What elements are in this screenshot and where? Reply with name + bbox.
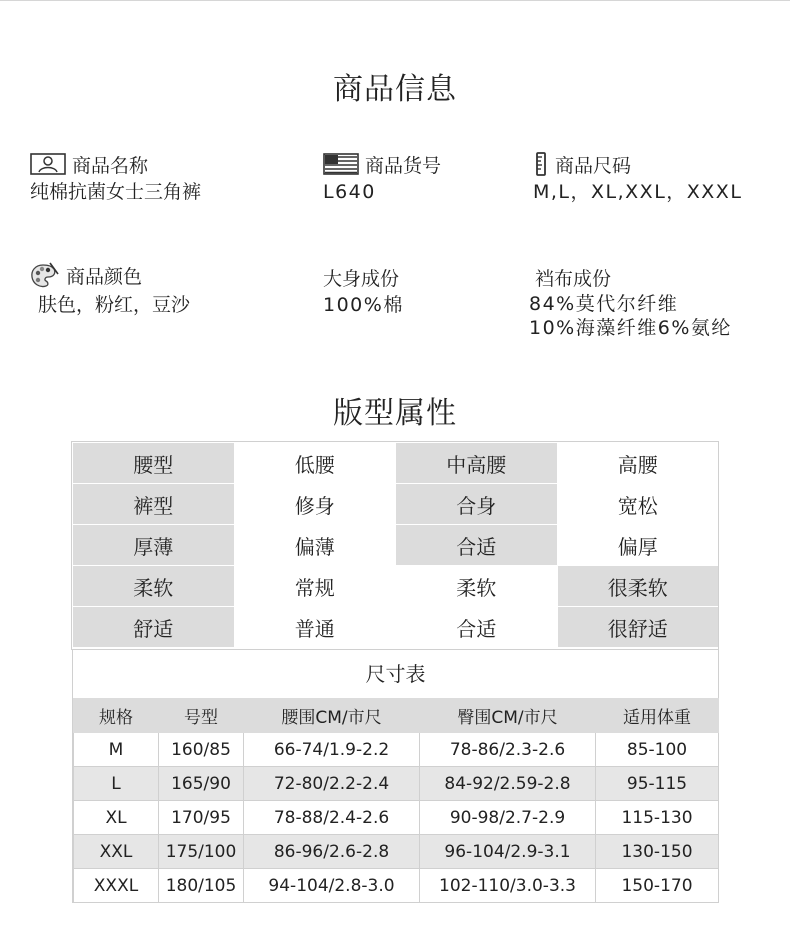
fit-option-selected: 合适	[396, 525, 558, 566]
table-row	[74, 869, 719, 903]
fit-option-selected: 合身	[396, 484, 558, 525]
table-cell: 78-86/2.3-2.6	[420, 733, 596, 767]
product-colors-block	[30, 262, 190, 318]
table-cell: XL	[74, 801, 159, 835]
fit-option: 偏厚	[557, 525, 719, 566]
product-name-block	[30, 151, 201, 205]
fit-attribute-label: 柔软	[73, 566, 235, 607]
person-card-icon	[30, 153, 66, 175]
product-sizes-block	[533, 151, 742, 205]
table-cell: 86-96/2.6-2.8	[244, 835, 420, 869]
table-row	[74, 733, 719, 767]
fit-attribute-row	[73, 566, 719, 607]
table-cell: XXL	[74, 835, 159, 869]
product-colors-value: 肤色，粉红，豆沙	[38, 294, 191, 316]
table-cell: 150-170	[596, 869, 719, 903]
table-cell: 72-80/2.2-2.4	[244, 767, 420, 801]
table-cell: 66-74/1.9-2.2	[244, 733, 420, 767]
product-name-label: 商品名称	[72, 154, 149, 177]
table-cell: 84-92/2.59-2.8	[420, 767, 596, 801]
table-cell: 102-110/3.0-3.3	[420, 869, 596, 903]
fit-option-selected: 很柔软	[557, 566, 719, 607]
table-row	[74, 835, 719, 869]
crotch-material-block	[529, 264, 732, 340]
product-sku-value: L640	[323, 181, 376, 203]
palette-icon	[30, 261, 60, 289]
fit-attribute-row	[73, 484, 719, 525]
fit-option: 柔软	[396, 566, 558, 607]
product-info-title: 商品信息	[333, 72, 457, 107]
fit-option: 偏薄	[234, 525, 396, 566]
fit-option: 宽松	[557, 484, 719, 525]
fit-attribute-label: 厚薄	[73, 525, 235, 566]
top-divider	[0, 0, 790, 1]
crotch-material-line2: 10%海藻纤维6%氨纶	[529, 317, 732, 339]
product-sku-block	[323, 151, 441, 205]
table-cell: XXXL	[74, 869, 159, 903]
body-material-block	[323, 264, 404, 318]
table-row	[74, 801, 719, 835]
table-row	[74, 767, 719, 801]
size-chart-title: 尺寸表	[365, 662, 426, 686]
product-colors-label: 商品颜色	[66, 265, 143, 288]
size-chart-header: 臀围CM/市尺	[420, 699, 596, 733]
product-sku-label: 商品货号	[365, 154, 442, 177]
table-cell: 94-104/2.8-3.0	[244, 869, 420, 903]
table-cell: 90-98/2.7-2.9	[420, 801, 596, 835]
body-material-label: 大身成份	[323, 267, 400, 290]
table-cell: 95-115	[596, 767, 719, 801]
fit-attribute-label: 裤型	[73, 484, 235, 525]
product-name-value: 纯棉抗菌女士三角裤	[30, 181, 202, 203]
table-cell: 78-88/2.4-2.6	[244, 801, 420, 835]
fit-option: 低腰	[234, 443, 396, 484]
body-material-value: 100%棉	[323, 294, 404, 316]
fit-attribute-label: 舒适	[73, 607, 235, 648]
table-cell: 160/85	[159, 733, 244, 767]
fit-option-selected: 很舒适	[557, 607, 719, 648]
fit-attribute-label: 腰型	[73, 443, 235, 484]
size-chart-table	[73, 698, 719, 903]
fit-attributes-title: 版型属性	[333, 396, 457, 431]
size-chart-header: 号型	[159, 699, 244, 733]
fit-option: 常规	[234, 566, 396, 607]
size-chart-header: 适用体重	[596, 699, 719, 733]
flag-icon	[323, 153, 359, 175]
fit-option-selected: 中高腰	[396, 443, 558, 484]
table-cell: 96-104/2.9-3.1	[420, 835, 596, 869]
table-cell: 170/95	[159, 801, 244, 835]
fit-attribute-row	[73, 443, 719, 484]
table-cell: 85-100	[596, 733, 719, 767]
fit-attribute-row	[73, 525, 719, 566]
table-cell: 115-130	[596, 801, 719, 835]
crotch-material-line1: 84%莫代尔纤维	[529, 293, 679, 315]
size-chart-header: 腰围CM/市尺	[244, 699, 420, 733]
product-sizes-label: 商品尺码	[555, 154, 632, 177]
table-cell: 180/105	[159, 869, 244, 903]
ruler-icon	[533, 152, 549, 176]
table-cell: L	[74, 767, 159, 801]
fit-option: 高腰	[557, 443, 719, 484]
table-cell: M	[74, 733, 159, 767]
fit-attribute-row	[73, 607, 719, 648]
fit-option: 合适	[396, 607, 558, 648]
fit-option: 普通	[234, 607, 396, 648]
table-cell: 175/100	[159, 835, 244, 869]
product-sizes-value: M,L，XL,XXL，XXXL	[533, 181, 743, 203]
crotch-material-label: 裆布成份	[535, 267, 612, 290]
table-cell: 165/90	[159, 767, 244, 801]
fit-attributes-grid	[72, 442, 719, 648]
fit-option: 修身	[234, 484, 396, 525]
size-chart	[72, 650, 719, 903]
table-cell: 130-150	[596, 835, 719, 869]
size-chart-header: 规格	[74, 699, 159, 733]
